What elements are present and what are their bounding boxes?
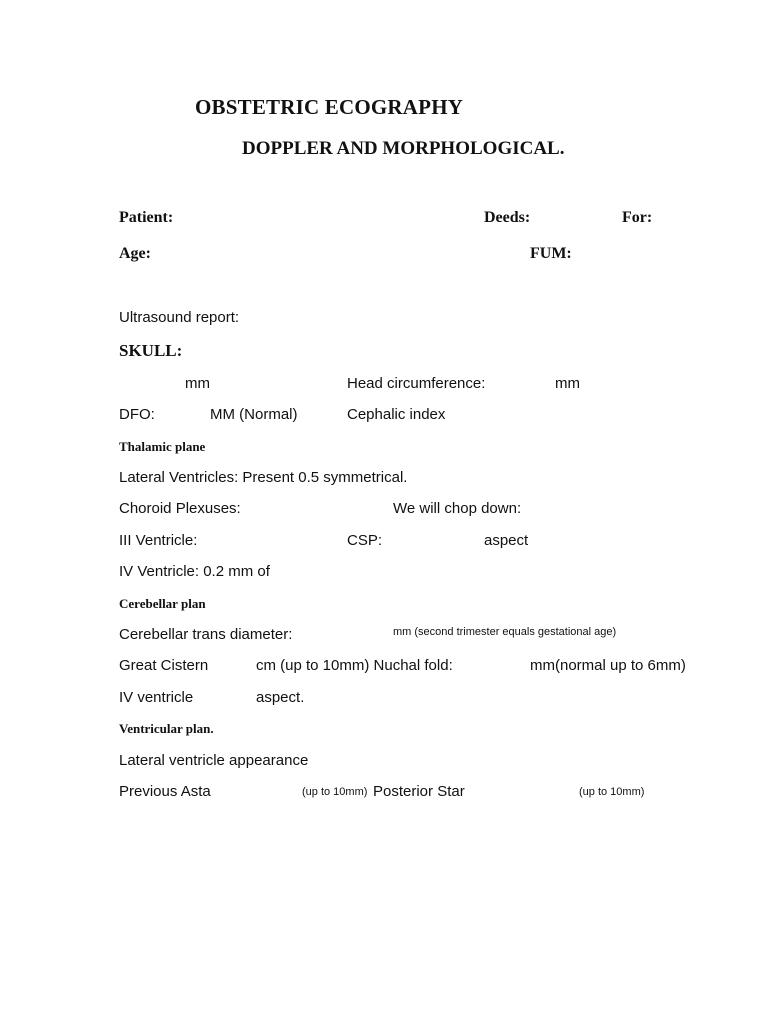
previous-asta-note: (up to 10mm) [302, 786, 368, 798]
nuchal-fold-note: mm(normal up to 6mm) [530, 657, 686, 674]
ventricular-plan-heading: Ventricular plan. [119, 721, 214, 736]
report-intro: Ultrasound report: [119, 309, 240, 326]
age-label: Age: [119, 245, 151, 262]
skull-heading: SKULL: [119, 341, 183, 360]
iii-ventricle-label: III Ventricle: [119, 532, 198, 549]
skull-mm-unit: mm [185, 375, 210, 392]
for-label: For: [622, 209, 653, 226]
deeds-label: Deeds: [484, 209, 531, 226]
dfo-normal-unit: MM (Normal) [210, 406, 298, 423]
fum-label: FUM: [530, 245, 572, 262]
cerebellar-plan-heading: Cerebellar plan [119, 596, 206, 611]
iv-ventricle-label: IV ventricle [119, 689, 194, 706]
document-title: OBSTETRIC ECOGRAPHY [195, 95, 464, 119]
dfo-label: DFO: [119, 406, 155, 423]
csp-label: CSP: [347, 532, 383, 549]
great-cistern-label: Great Cistern [119, 657, 209, 674]
previous-asta-label: Previous Asta [119, 783, 211, 800]
great-cistern-note: cm (up to 10mm) Nuchal fold: [256, 657, 453, 674]
cerebellar-trans-diameter-label: Cerebellar trans diameter: [119, 626, 293, 643]
posterior-star-label: Posterior Star [373, 783, 465, 800]
patient-label: Patient: [119, 209, 174, 226]
document-subtitle: DOPPLER AND MORPHOLOGICAL. [242, 138, 565, 159]
choroid-plexuses-label: Choroid Plexuses: [119, 500, 241, 517]
iv-ventricle-text: IV Ventricle: 0.2 mm of [119, 563, 270, 580]
chop-down-label: We will chop down: [393, 500, 522, 517]
head-circumference-unit: mm [555, 375, 580, 392]
lateral-ventricle-appearance: Lateral ventricle appearance [119, 752, 309, 769]
lateral-ventricles-text: Lateral Ventricles: Present 0.5 symmetrical. [119, 469, 408, 486]
cephalic-index-label: Cephalic index [347, 406, 446, 423]
head-circumference-label: Head circumference: [347, 375, 486, 392]
posterior-star-note: (up to 10mm) [579, 786, 645, 798]
thalamic-plane-heading: Thalamic plane [119, 439, 206, 454]
iv-ventricle-aspect: aspect. [256, 689, 305, 706]
csp-aspect-label: aspect [484, 532, 529, 549]
cerebellar-trans-diameter-note: mm (second trimester equals gestational age) [393, 626, 617, 638]
